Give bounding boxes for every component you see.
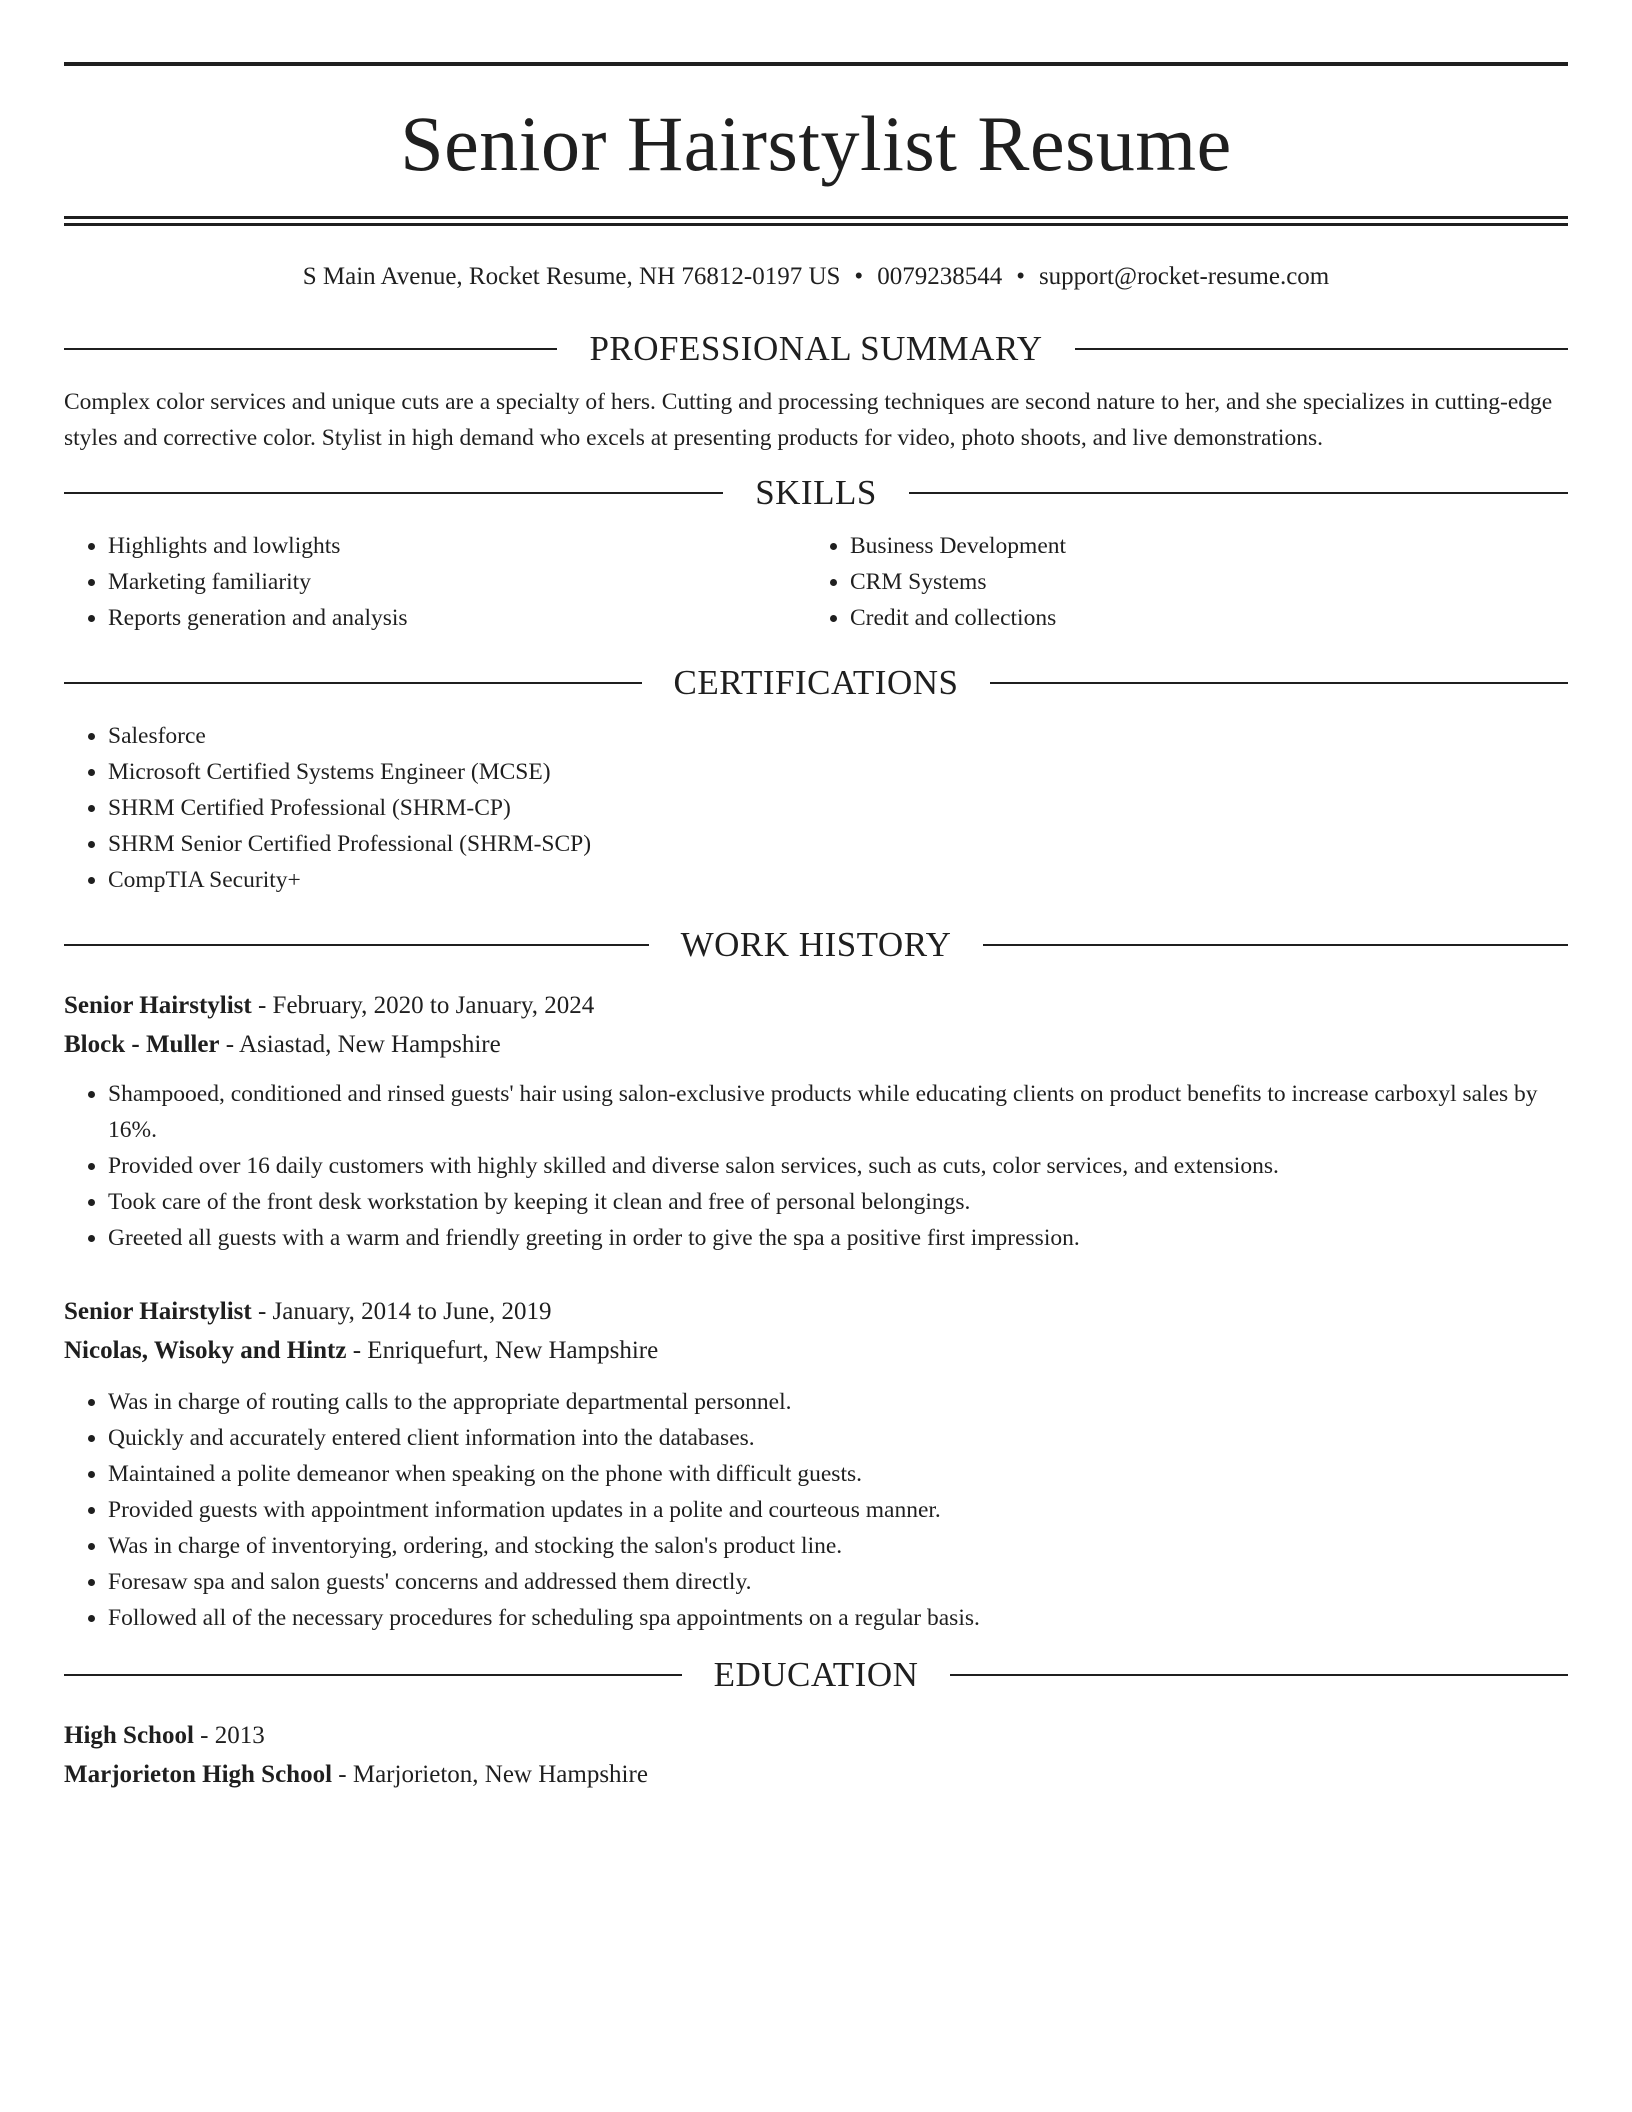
title-double-rule — [64, 216, 1568, 226]
education-year: - 2013 — [193, 1722, 265, 1749]
heading-rule — [950, 1674, 1568, 1676]
job-title: Senior Hairstylist — [64, 1298, 252, 1325]
education-degree: High School — [64, 1722, 194, 1749]
section-title: WORK HISTORY — [680, 925, 952, 964]
section-title: PROFESSIONAL SUMMARY — [589, 329, 1043, 368]
section-heading-certifications — [64, 662, 1568, 704]
job-title: Senior Hairstylist — [64, 992, 252, 1019]
job-entry — [64, 986, 1568, 1256]
job-title-line — [64, 986, 1568, 1025]
heading-rule — [64, 682, 642, 684]
list-item: • Took care of the front desk workstation by keeping it clean and free of personal belongings. — [108, 1184, 1568, 1220]
top-rule — [64, 62, 1568, 66]
section-heading-work-history — [64, 924, 1568, 966]
contact-email: support@rocket-resume.com — [1038, 263, 1330, 290]
list-item: • Reports generation and analysis — [108, 600, 806, 636]
education-location: - Marjorieton, New Hampshire — [332, 1761, 648, 1788]
list-item: • Followed all of the necessary procedures for scheduling spa appointments on a regular basis. — [108, 1600, 1568, 1636]
job-entry — [64, 1292, 1568, 1636]
list-item: • SHRM Senior Certified Professional (SHRM-SCP) — [108, 826, 1568, 862]
contact-address: S Main Avenue, Rocket Resume, NH 76812-0197 US — [302, 263, 841, 290]
list-item: • Marketing familiarity — [108, 564, 806, 600]
skills-list-right — [806, 528, 1548, 636]
list-item: • Salesforce — [108, 718, 1568, 754]
list-item: • Business Development — [850, 528, 1548, 564]
list-item: • Greeted all guests with a warm and friendly greeting in order to give the spa a positive first impression. — [108, 1220, 1568, 1256]
job-bullets — [64, 1384, 1568, 1636]
section-title: SKILLS — [755, 473, 877, 512]
section-heading-skills — [64, 472, 1568, 514]
heading-rule — [990, 682, 1568, 684]
heading-rule — [64, 944, 649, 946]
section-title: EDUCATION — [713, 1655, 919, 1694]
job-title-line — [64, 1292, 1568, 1331]
heading-rule — [64, 492, 723, 494]
certifications-list — [64, 718, 1568, 898]
section-heading-education — [64, 1654, 1568, 1696]
job-company: Block - Muller — [64, 1031, 220, 1058]
list-item: • Provided over 16 daily customers with highly skilled and diverse salon services, such as cuts, color services, and extensions. — [108, 1148, 1568, 1184]
skills-list-left — [64, 528, 806, 636]
job-location: - Asiastad, New Hampshire — [219, 1031, 501, 1058]
list-item: • Highlights and lowlights — [108, 528, 806, 564]
contact-separator: • — [1016, 263, 1025, 290]
heading-rule — [983, 944, 1568, 946]
job-dates: - February, 2020 to January, 2024 — [251, 992, 595, 1019]
job-company-line — [64, 1331, 1568, 1370]
section-title: CERTIFICATIONS — [673, 663, 959, 702]
list-item: • Shampooed, conditioned and rinsed guests' hair using salon-exclusive products while educating clients on product benefits to increase carboxyl sales by 16%. — [108, 1076, 1568, 1148]
list-item: • Was in charge of routing calls to the appropriate departmental personnel. — [108, 1384, 1568, 1420]
job-dates: - January, 2014 to June, 2019 — [251, 1298, 552, 1325]
contact-phone: 0079238544 — [877, 263, 1003, 290]
list-item: • SHRM Certified Professional (SHRM-CP) — [108, 790, 1568, 826]
summary-text: Complex color services and unique cuts are a specialty of hers. Cutting and processing techniques are second nature to her, and she specializes in cutting-edge styles and corrective color. Stylist in high demand who excels at presenting products for video, photo shoots, and live demonstrations. — [64, 389, 1553, 451]
list-item: • Microsoft Certified Systems Engineer (MCSE) — [108, 754, 1568, 790]
list-item: • CompTIA Security+ — [108, 862, 1568, 898]
resume-title: Senior Hairstylist Resume — [400, 100, 1232, 187]
contact-line — [64, 262, 1568, 292]
contact-separator: • — [854, 263, 864, 290]
list-item: • Maintained a polite demeanor when speaking on the phone with difficult guests. — [108, 1456, 1568, 1492]
list-item: • Credit and collections — [850, 600, 1548, 636]
list-item: • CRM Systems — [850, 564, 1548, 600]
heading-rule — [909, 492, 1568, 494]
heading-rule — [64, 1674, 682, 1676]
resume-page — [64, 62, 1568, 1794]
education-school-line — [64, 1755, 1568, 1794]
section-heading-summary — [64, 328, 1568, 370]
list-item: • Was in charge of inventorying, ordering, and stocking the salon's product line. — [108, 1528, 1568, 1564]
job-location: - Enriquefurt, New Hampshire — [346, 1337, 659, 1364]
skills-columns — [64, 528, 1568, 636]
list-item: • Foresaw spa and salon guests' concerns and addressed them directly. — [108, 1564, 1568, 1600]
job-bullets — [64, 1076, 1568, 1256]
education-entry — [64, 1716, 1568, 1794]
job-company: Nicolas, Wisoky and Hintz — [64, 1337, 347, 1364]
heading-rule — [64, 348, 557, 350]
job-company-line — [64, 1025, 1568, 1064]
education-degree-line — [64, 1716, 1568, 1755]
education-school: Marjorieton High School — [64, 1761, 333, 1788]
list-item: • Quickly and accurately entered client information into the databases. — [108, 1420, 1568, 1456]
heading-rule — [1075, 348, 1568, 350]
list-item: • Provided guests with appointment information updates in a polite and courteous manner. — [108, 1492, 1568, 1528]
